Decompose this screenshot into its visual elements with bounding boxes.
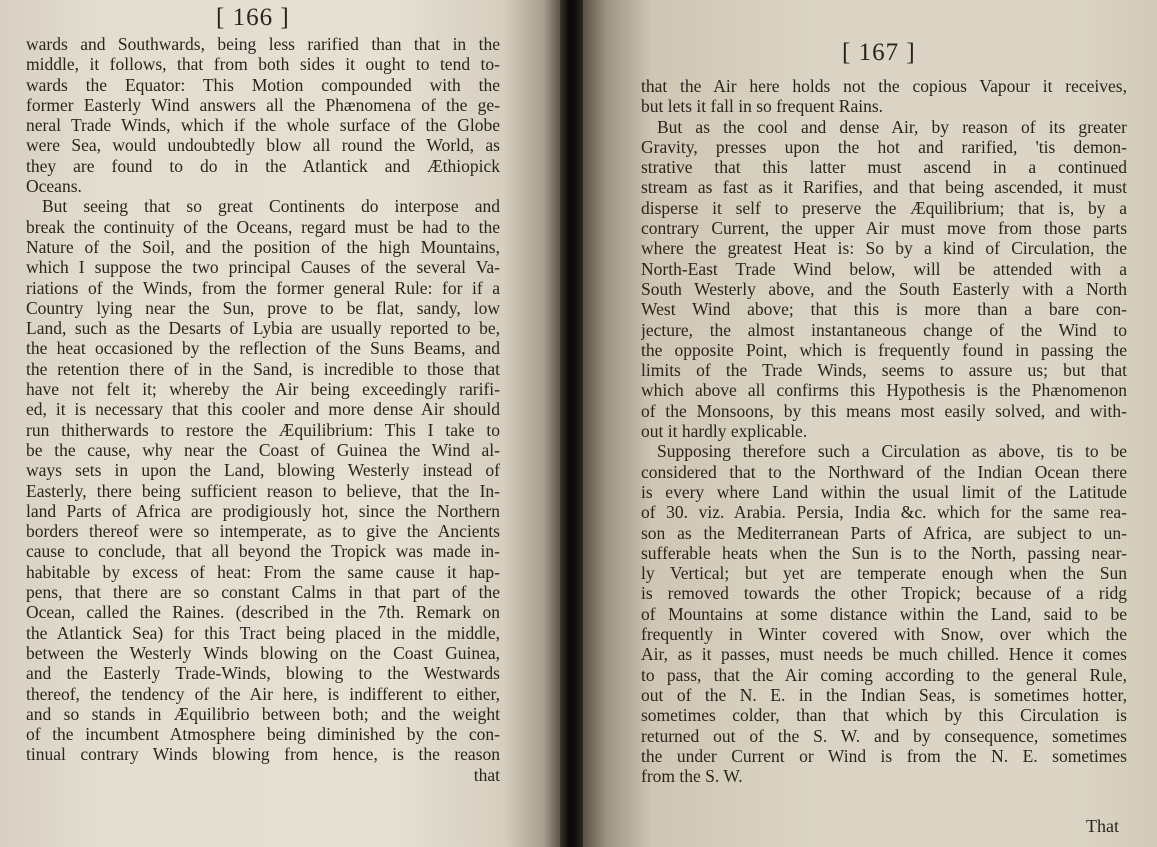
text-line: strative that this latter must ascend in a continued	[641, 157, 1127, 178]
text-line: Oceans.	[26, 176, 82, 197]
text-line: is removed towards the other Tropick; because of a ridg	[641, 583, 1127, 604]
text-line: returned out of the S. W. and by consequence, sometimes	[641, 725, 1127, 746]
text-line: run thitherwards to restore the Æquilibrium: This I take to	[26, 419, 500, 440]
text-line: that	[473, 764, 500, 785]
text-line: contrary Current, the upper Air must move from those parts	[641, 218, 1127, 239]
left-page	[0, 0, 560, 847]
text-line: habitable by excess of heat: From the same cause it hap-	[26, 561, 500, 582]
right-page-text	[641, 76, 1127, 786]
text-line: disperse it self to preserve the Æquilibrium; that is, by a	[641, 197, 1127, 218]
page-number: [ 167 ]	[842, 39, 916, 66]
text-line: Easterly, there being sufficient reason to believe, that the In-	[26, 480, 500, 501]
text-line: South Westerly above, and the South Easterly with a North	[641, 278, 1127, 299]
text-line: the retention there of in the Sand, is incredible to those that	[26, 358, 500, 379]
text-line: the Atlantick Sea) for this Tract being placed in the middle,	[26, 622, 500, 643]
right-page	[583, 0, 1157, 847]
text-line: where the greatest Heat is: So by a kind of Circulation, the	[641, 238, 1127, 259]
text-line: stream as fast as it Rarifies, and that being ascended, it must	[641, 177, 1127, 198]
text-line: they are found to do in the Atlantick and Æthiopick	[26, 155, 500, 176]
text-line: is every where Land within the usual limit of the Latitude	[641, 481, 1127, 502]
text-line: ways sets in upon the Land, blowing Westerly instead of	[26, 460, 500, 481]
text-line: but lets it fall in so frequent Rains.	[641, 96, 884, 117]
text-line: which I suppose the two principal Causes of the several Va-	[26, 257, 500, 278]
text-line: jecture, the almost instantaneous change of the Wind to	[641, 319, 1127, 340]
text-line: that the Air here holds not the copious Vapour it receives,	[641, 76, 1127, 96]
text-line: borders thereof were so intemperate, as to give the Ancients	[26, 521, 500, 542]
text-line: and so stands in Æquilibrio between both; and the weight	[26, 703, 500, 724]
text-line: be the cause, why near the Coast of Guinea the Wind al-	[26, 439, 500, 460]
text-line: Nature of the Soil, and the position of the high Mountains,	[26, 236, 500, 257]
text-line: and the Easterly Trade-Winds, blowing to the Westwards	[26, 663, 500, 684]
text-line: former Easterly Wind answers all the Phænomena of the ge-	[26, 94, 500, 115]
catchword: That	[1086, 816, 1119, 836]
text-line: But as the cool and dense Air, by reason of its greater	[657, 116, 1127, 137]
text-line: out it hardly explicable.	[641, 421, 808, 442]
text-line: to pass, that the Air coming according to the general Rule,	[641, 664, 1127, 685]
text-line: of 30. viz. Arabia. Persia, India &c. which for the same rea-	[641, 502, 1127, 523]
page-number: [ 166 ]	[216, 4, 290, 31]
text-line: the under Current or Wind is from the N. E. sometimes	[641, 745, 1127, 766]
text-line: the opposite Point, which is frequently found in passing the	[641, 339, 1127, 360]
text-line: sometimes colder, than that which by this Circulation is	[641, 705, 1127, 726]
text-line: which above all confirms this Hypothesis is the Phænomenon	[641, 380, 1127, 401]
text-line: West Wind above; that this is more than a bare con-	[641, 299, 1127, 320]
text-line: between the Westerly Winds blowing on the Coast Guinea,	[26, 642, 500, 663]
text-line: out of the N. E. in the Indian Seas, is sometimes hotter,	[641, 684, 1127, 705]
text-line: land Parts of Africa are prodigiously hot, since the Northern	[26, 500, 500, 521]
text-line: of the incumbent Atmosphere being diminished by the con-	[26, 724, 500, 745]
text-line: sufferable heats when the Sun is to the North, passing near-	[641, 542, 1127, 563]
text-line: frequently in Winter covered with Snow, over which the	[641, 624, 1127, 645]
text-line: riations of the Winds, from the former general Rule: for if a	[26, 277, 500, 298]
text-line: son as the Mediterranean Parts of Africa, are subject to un-	[641, 522, 1127, 543]
text-line: cause to conclude, that all beyond the Tropick was made in-	[26, 541, 500, 562]
text-line: tinual contrary Winds blowing from hence, is the reason	[26, 744, 500, 765]
text-line: North-East Trade Wind below, will be attended with a	[641, 258, 1127, 279]
text-line: ed, it is necessary that this cooler and more dense Air should	[26, 399, 500, 420]
text-line: Land, such as the Desarts of Lybia are usually reported to be,	[26, 318, 500, 339]
text-line: thereof, the tendency of the Air here, is indifferent to either,	[26, 683, 500, 704]
text-line: break the continuity of the Oceans, regard must be had to the	[26, 216, 500, 237]
text-line: Ocean, called the Raines. (described in the 7th. Remark on	[26, 602, 500, 623]
text-line: But seeing that so great Continents do interpose and	[42, 196, 500, 217]
text-line: ly Vertical; but yet are temperate enough when the Sun	[641, 563, 1127, 584]
text-line: Supposing therefore such a Circulation as above, tis to be	[657, 441, 1127, 462]
text-line: of the Monsoons, by this means most easily solved, and with-	[641, 400, 1127, 421]
text-line: Gravity, presses upon the hot and rarified, 'tis demon-	[641, 136, 1127, 157]
text-line: limits of the Trade Winds, seems to assure us; but that	[641, 360, 1127, 381]
text-line: wards the Equator: This Motion compounded with the	[26, 74, 500, 95]
left-page-text	[26, 34, 500, 785]
text-line: Country lying near the Sun, prove to be flat, sandy, low	[26, 297, 500, 318]
text-line: neral Trade Winds, which if the whole surface of the Globe	[26, 115, 500, 136]
book-gutter	[560, 0, 583, 847]
text-line: the heat occasioned by the reflection of the Suns Beams, and	[26, 338, 500, 359]
text-line: pens, that there are so constant Calms in that part of the	[26, 582, 500, 603]
text-line: Air, as it passes, must needs be much chilled. Hence it comes	[641, 644, 1127, 665]
text-line: from the S. W.	[641, 766, 743, 787]
text-line: were Sea, would undoubtedly blow all round the World, as	[26, 135, 500, 156]
text-line: middle, it follows, that from both sides it ought to tend to-	[26, 54, 500, 75]
text-line: considered that to the Northward of the Indian Ocean there	[641, 461, 1127, 482]
text-line: of Mountains at some distance within the Land, said to be	[641, 603, 1127, 624]
text-line: wards and Southwards, being less rarified than that in the	[26, 34, 500, 54]
text-line: have not felt it; whereby the Air being exceedingly rarifi-	[26, 379, 500, 400]
